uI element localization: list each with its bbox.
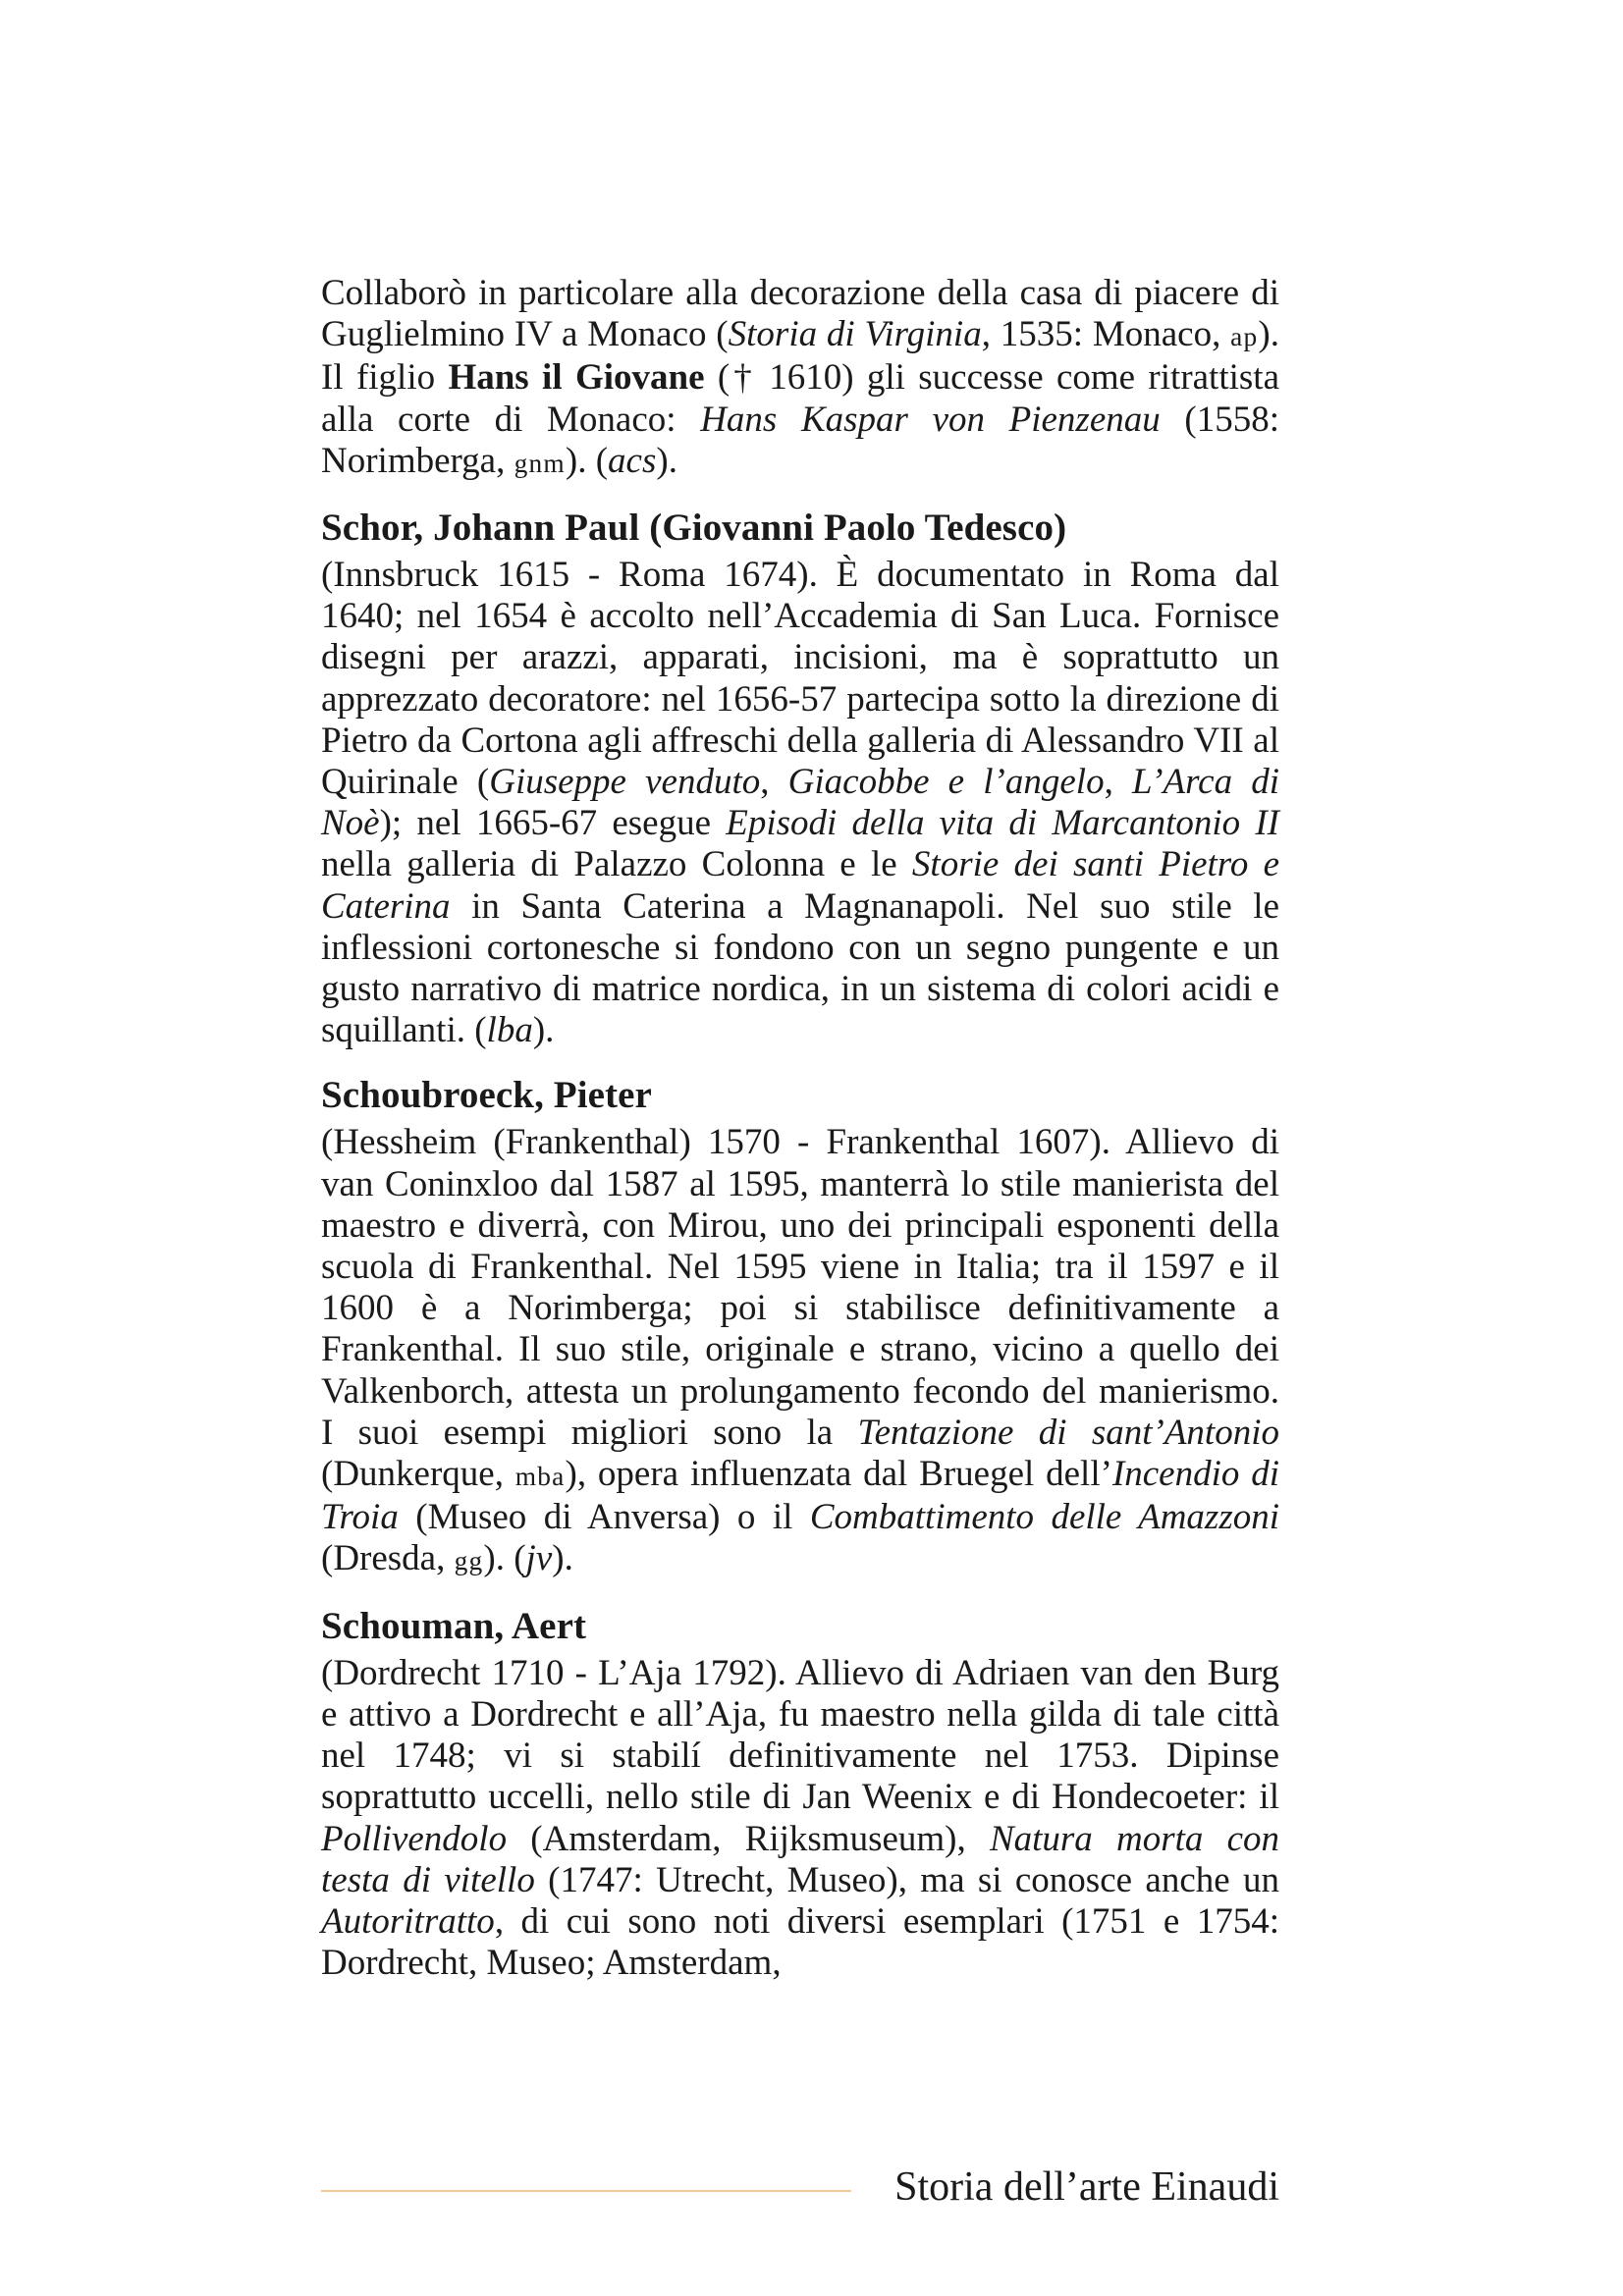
author-initials: acs <box>608 440 657 481</box>
artwork-title: Natura morta con testa di vitello <box>321 1818 1279 1900</box>
text-column <box>321 273 1279 1984</box>
artwork-title: Giuseppe venduto <box>489 762 761 803</box>
author-initials: jv <box>525 1538 553 1579</box>
collection-abbr: gg <box>454 1546 484 1576</box>
footer-rule <box>321 2190 851 2192</box>
footer-title: Storia dell’arte Einaudi <box>894 2164 1279 2210</box>
person-name: Hans il Giovane <box>448 357 705 399</box>
entry-body: (Hessheim (Frankenthal) 1570 - Frankenthal 1607). Allievo di van Coninxloo dal 1587 al 1595, manterrà lo stile manierista del maestro e diverrà, con Mirou, uno dei principali esponenti della scuola di Frankenthal. Nel 1595 viene in Italia; tra il 1597 e il 1600 è a Norimberga; poi si stabilisce definitivamente a Frankenthal. Il suo stile, originale e strano, vicino a quello dei Valkenborch, attesta un prolungamento fecondo del manierismo. I suoi esempi migliori sono la Tentazione di sant’Antonio (Dunkerque, mba), opera influenzata dal Bruegel dell’Incendio di Troia (Museo di Anversa) o il Combattimento delle Amazzoni (Dresda, gg). (jv). <box>321 1122 1280 1579</box>
entry-schouman <box>321 1604 1279 1985</box>
artwork-title: Incendio di Troia <box>321 1454 1279 1538</box>
collection-abbr: mba <box>514 1462 566 1492</box>
entry-schoubroeck <box>321 1073 1279 1581</box>
artwork-title: Tentazione di sant’Antonio <box>857 1412 1279 1453</box>
collection-abbr: gnm <box>514 448 566 478</box>
artwork-title: Autoritratto <box>321 1900 495 1942</box>
artwork-title: Pollivendolo <box>321 1818 508 1859</box>
artwork-title: Storie dei santi Pietro e Caterina <box>321 844 1279 927</box>
artwork-title: Combattimento delle Amazzoni <box>809 1497 1280 1538</box>
artwork-title: L’Arca di Noè <box>321 762 1280 844</box>
artwork-title: Hans Kaspar von Pienzenau <box>700 399 1161 440</box>
entry-body: (Innsbruck 1615 - Roma 1674). È documentato in Roma dal 1640; nel 1654 è accolto nell’Accademia di San Luca. Fornisce disegni per arazzi, apparati, incisioni, ma è soprattutto un apprezzato decoratore: nel 1656-57 partecipa sotto la direzione di Pietro da Cortona agli affreschi della galleria di Alessandro VII al Quirinale (Giuseppe venduto, Giacobbe e l’angelo, L’Arca di Noè); nel 1665-67 esegue Episodi della vita di Marcantonio II nella galleria di Palazzo Colonna e le Storie dei santi Pietro e Caterina in Santa Caterina a Magnanapoli. Nel suo stile le inflessioni cortonesche si fondono con un segno pungente e un gusto narrativo di matrice nordica, in un sistema di colori acidi e squillanti. (lba). <box>321 555 1280 1051</box>
artwork-title: Storia di Virginia <box>728 314 982 355</box>
entry-heading: Schouman, Aert <box>321 1604 587 1647</box>
author-initials: lba <box>486 1010 533 1051</box>
entry-body: (Dordrecht 1710 - L’Aja 1792). Allievo di Adriaen van den Burg e attivo a Dordrecht e all’Aja, fu maestro nella gilda di tale città nel 1748; vi si stabilí definitivamente nel 1753. Dipinse soprattutto uccelli, nello stile di Jan Weenix e di Hondecoeter: il Pollivendolo (Amsterdam, Rijksmuseum), Natura morta con testa di vitello (1747: Utrecht, Museo), ma si conosce anche un Autoritratto, di cui sono noti diversi esemplari (1751 e 1754: Dordrecht, Museo; Amsterdam, <box>321 1652 1280 1984</box>
artwork-title: Giacobbe e l’angelo <box>787 762 1105 803</box>
collection-abbr: ap <box>1230 322 1259 352</box>
artwork-title: Episodi della vita di Marcantonio II <box>726 803 1280 844</box>
entry-heading: Schoubroeck, Pieter <box>321 1074 652 1117</box>
intro-paragraph: Collaborò in particolare alla decorazione della casa di piacere di Guglielmino IV a Monaco (Storia di Virginia, 1535: Monaco, ap). Il figlio Hans il Giovane († 1610) gli successe come ritrattista alla corte di Monaco: Hans Kaspar von Pienzenau (1558: Norimberga, gnm). (acs). <box>321 273 1280 481</box>
entry-schor <box>321 506 1279 1051</box>
entry-heading: Schor, Johann Paul (Giovanni Paolo Tedesco) <box>321 507 1067 550</box>
